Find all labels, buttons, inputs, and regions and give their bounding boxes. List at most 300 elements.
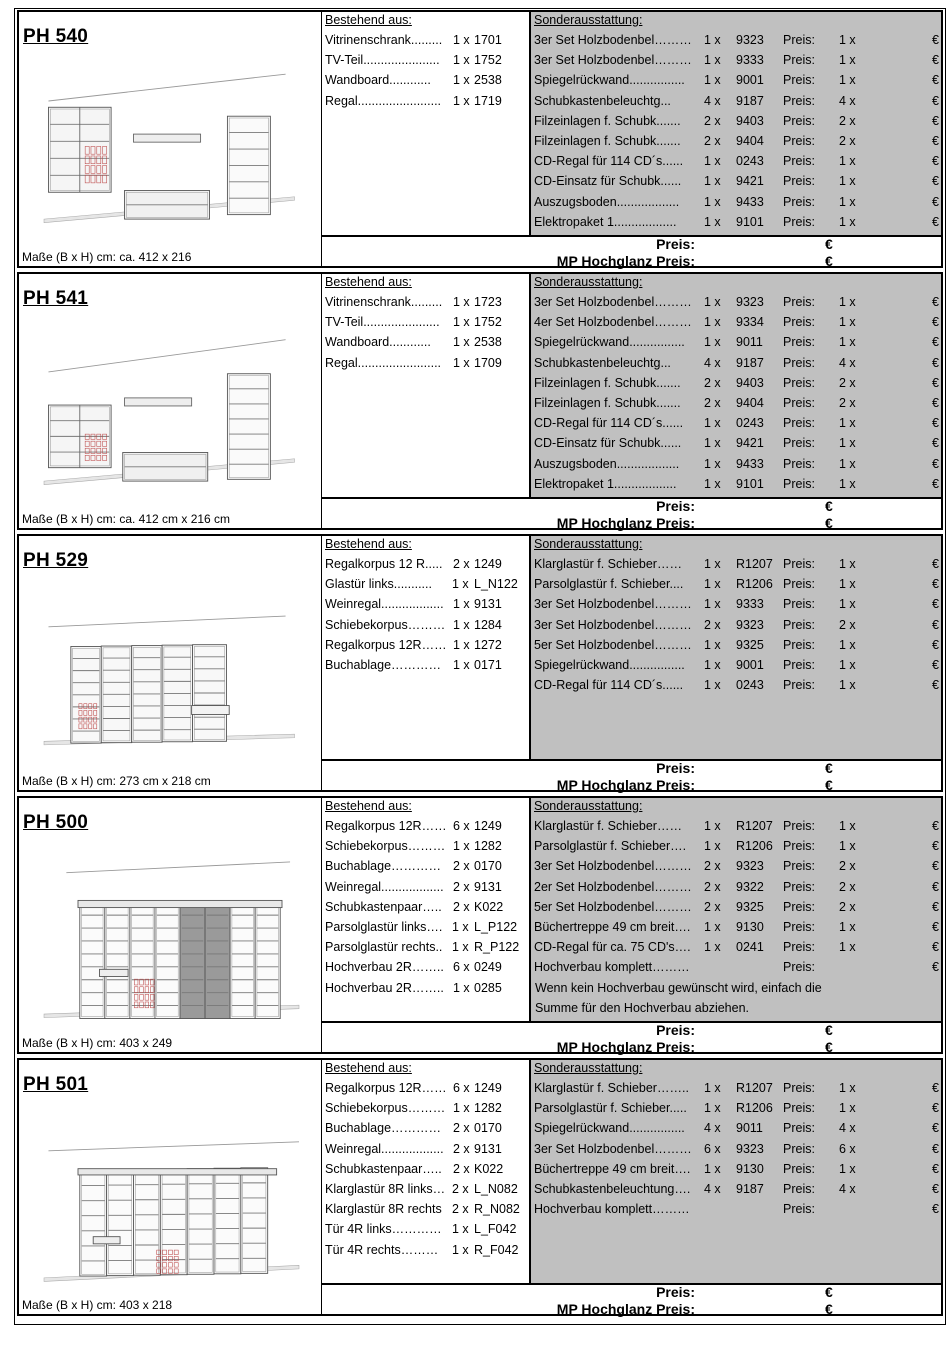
extra-qty: 1 x xyxy=(704,658,721,672)
component-article: K022 xyxy=(474,1161,504,1176)
price-footer xyxy=(322,1021,941,1055)
extra-price-qty: 1 x xyxy=(839,577,856,592)
product-left-panel xyxy=(19,536,322,790)
component-name: Buchablage………… xyxy=(325,1121,442,1136)
extra-name: 3er Set Holzbodenbel……… xyxy=(534,597,692,612)
component-row xyxy=(322,1160,529,1180)
extra-name: 3er Set Holzbodenbel……… xyxy=(534,617,692,632)
component-qty: 1 x xyxy=(453,295,470,309)
extra-row xyxy=(531,595,941,615)
euro-sign: € xyxy=(932,1081,939,1095)
euro-sign: € xyxy=(932,214,939,229)
euro-sign: € xyxy=(932,1161,939,1176)
extra-name: 3er Set Holzbodenbel……… xyxy=(534,1141,692,1156)
extra-qty: 1 x xyxy=(704,1161,721,1176)
extra-price-qty: 4 x xyxy=(839,1182,856,1196)
extra-row xyxy=(531,394,941,414)
extra-article: 9187 xyxy=(736,1182,764,1196)
euro-sign: € xyxy=(932,436,939,451)
product-code: PH 541 xyxy=(23,288,89,309)
euro-sign: € xyxy=(932,899,939,914)
extra-article: 9404 xyxy=(736,396,764,410)
extra-price-label: Preis: xyxy=(783,93,815,108)
component-article: 1701 xyxy=(474,33,502,47)
extra-price-qty: 1 x xyxy=(839,678,856,693)
extra-name: Schubkastenbeleuchtg... xyxy=(534,355,671,370)
extra-row xyxy=(531,898,941,918)
euro-sign: € xyxy=(932,295,939,309)
component-name: Weinregal.................. xyxy=(325,1141,444,1156)
extra-row xyxy=(531,918,941,938)
extra-row xyxy=(531,354,941,374)
extra-article: 9421 xyxy=(736,436,764,451)
euro-sign: € xyxy=(932,1141,939,1156)
extra-name: Klarglastür f. Schieber…… xyxy=(534,557,682,571)
component-name: Regalkorpus 12R…… xyxy=(325,819,447,833)
product-code: PH 501 xyxy=(23,1074,89,1095)
extra-price-qty: 1 x xyxy=(839,295,856,309)
price-label: Preis: xyxy=(656,498,695,514)
extra-name: 5er Set Holzbodenbel……… xyxy=(534,899,692,914)
price-sheet xyxy=(14,8,946,1325)
price-label: Preis: xyxy=(656,760,695,776)
components-column xyxy=(322,536,531,759)
extra-qty: 1 x xyxy=(704,335,721,350)
extra-article: 9334 xyxy=(736,315,764,330)
component-qty: 1 x xyxy=(453,980,470,995)
component-row xyxy=(322,313,529,333)
extra-price-qty: 2 x xyxy=(839,396,856,410)
component-article: 1282 xyxy=(474,1101,502,1116)
extra-name: Elektropaket 1.................. xyxy=(534,214,677,229)
euro-sign: € xyxy=(932,154,939,169)
component-qty: 2 x xyxy=(453,1121,470,1136)
component-qty: 1 x xyxy=(453,73,470,88)
component-name: Schubkastenpaar….. xyxy=(325,1161,442,1176)
extra-row xyxy=(531,313,941,333)
euro-sign: € xyxy=(932,557,939,571)
price-label: Preis: xyxy=(656,236,695,252)
component-name: Vitrinenschrank......... xyxy=(325,33,443,47)
component-article: 9131 xyxy=(474,1141,502,1156)
extra-article: 9011 xyxy=(736,1121,763,1136)
component-qty: 2 x xyxy=(453,1141,470,1156)
extra-name: Hochverbau komplett……… xyxy=(534,1202,690,1217)
component-row xyxy=(322,1140,529,1160)
component-name: Buchablage………… xyxy=(325,859,442,874)
extra-qty: 1 x xyxy=(704,174,721,189)
extra-price-label: Preis: xyxy=(783,597,815,612)
component-row xyxy=(322,616,529,636)
extra-article: 9403 xyxy=(736,113,764,128)
extra-row xyxy=(531,1099,941,1119)
extra-row xyxy=(531,374,941,394)
euro-sign: € xyxy=(932,1182,939,1196)
component-name: Regalkorpus 12R…… xyxy=(325,637,447,652)
euro-sign: € xyxy=(932,194,939,209)
extra-name: 3er Set Holzbodenbel……… xyxy=(534,859,692,874)
extra-qty: 2 x xyxy=(704,899,721,914)
component-article: R_P122 xyxy=(474,940,520,955)
furniture-drawing xyxy=(29,1115,314,1285)
extra-price-label: Preis: xyxy=(783,33,815,47)
extra-qty: 4 x xyxy=(704,1182,721,1196)
extra-name: Elektropaket 1.................. xyxy=(534,476,677,491)
extra-price-qty: 1 x xyxy=(839,476,856,491)
extra-article: 9101 xyxy=(736,214,764,229)
extra-article: 9325 xyxy=(736,899,764,914)
component-row xyxy=(322,1180,529,1200)
extra-price-label: Preis: xyxy=(783,1202,815,1217)
component-article: 1249 xyxy=(474,819,502,833)
extra-name: Spiegelrückwand................ xyxy=(534,658,685,672)
extra-price-label: Preis: xyxy=(783,396,815,410)
extra-qty: 4 x xyxy=(704,93,721,108)
components-column xyxy=(322,798,531,1021)
extra-article: 0241 xyxy=(736,940,764,955)
euro-sign: € xyxy=(932,597,939,612)
component-row xyxy=(322,878,529,898)
component-article: R_N082 xyxy=(474,1202,520,1217)
component-article: 1272 xyxy=(474,637,502,652)
extra-row xyxy=(531,958,941,978)
component-row xyxy=(322,1119,529,1139)
extra-row xyxy=(531,616,941,636)
euro-sign: € xyxy=(932,134,939,148)
extra-price-label: Preis: xyxy=(783,678,815,693)
component-article: 0171 xyxy=(474,658,502,672)
extra-price-qty: 4 x xyxy=(839,1121,856,1136)
component-row xyxy=(322,1099,529,1119)
extra-qty: 2 x xyxy=(704,617,721,632)
extra-name: 5er Set Holzbodenbel……… xyxy=(534,637,692,652)
extra-row xyxy=(531,878,941,898)
extra-price-label: Preis: xyxy=(783,637,815,652)
product-dimensions: Maße (B x H) cm: ca. 412 x 216 xyxy=(22,250,192,264)
extra-article: R1206 xyxy=(736,577,773,592)
extra-price-label: Preis: xyxy=(783,1101,815,1116)
extra-qty: 1 x xyxy=(704,597,721,612)
extra-name: Klarglastür f. Schieber…….. xyxy=(534,1081,689,1095)
price-euro: € xyxy=(825,498,833,514)
price-euro: € xyxy=(825,1284,833,1300)
component-article: L_P122 xyxy=(474,920,518,934)
price-footer xyxy=(322,1283,941,1317)
extra-row xyxy=(531,92,941,112)
extra-price-qty: 1 x xyxy=(839,315,856,330)
component-name: Hochverbau 2R…….. xyxy=(325,960,444,975)
extra-qty: 1 x xyxy=(704,557,721,571)
extra-price-qty: 6 x xyxy=(839,1141,856,1156)
component-article: R_F042 xyxy=(474,1242,519,1257)
extra-article: 9001 xyxy=(736,73,764,88)
extra-row xyxy=(531,112,941,132)
component-qty: 1 x xyxy=(452,1242,469,1257)
extra-price-qty: 1 x xyxy=(839,557,856,571)
extra-row xyxy=(531,1079,941,1099)
extra-price-label: Preis: xyxy=(783,154,815,169)
product-dimensions: Maße (B x H) cm: ca. 412 cm x 216 cm xyxy=(22,512,231,526)
component-name: Glastür links........... xyxy=(325,577,432,592)
furniture-drawing xyxy=(29,67,314,237)
product-code: PH 540 xyxy=(23,26,89,47)
hochverbau-note: Summe für den Hochverbau abziehen. xyxy=(535,1000,750,1015)
extra-price-label: Preis: xyxy=(783,416,815,431)
component-article: L_N082 xyxy=(474,1182,518,1196)
mp-price-euro: € xyxy=(825,777,833,793)
extra-price-label: Preis: xyxy=(783,335,815,350)
component-row xyxy=(322,71,529,91)
extra-article: R1207 xyxy=(736,1081,773,1095)
components-header: Bestehend aus: xyxy=(325,275,412,289)
component-qty: 6 x xyxy=(453,1081,470,1095)
euro-sign: € xyxy=(932,658,939,672)
extra-price-label: Preis: xyxy=(783,859,815,874)
component-qty: 1 x xyxy=(453,597,470,612)
extra-row xyxy=(531,414,941,434)
euro-sign: € xyxy=(932,577,939,592)
extra-name: Klarglastür f. Schieber…… xyxy=(534,819,682,833)
component-row xyxy=(322,636,529,656)
extra-row xyxy=(531,31,941,51)
component-name: Schiebekorpus……… xyxy=(325,839,446,854)
extra-name: Parsolglastür f. Schieber.... xyxy=(534,577,684,592)
component-qty: 1 x xyxy=(452,1222,469,1237)
component-qty: 1 x xyxy=(453,839,470,854)
extra-price-label: Preis: xyxy=(783,940,815,955)
product-code: PH 529 xyxy=(23,550,89,571)
component-qty: 1 x xyxy=(453,355,470,370)
component-article: 1284 xyxy=(474,617,502,632)
extra-price-qty: 2 x xyxy=(839,113,856,128)
euro-sign: € xyxy=(932,920,939,934)
euro-sign: € xyxy=(932,859,939,874)
extra-article: R1207 xyxy=(736,557,773,571)
price-euro: € xyxy=(825,236,833,252)
extra-row xyxy=(531,333,941,353)
extra-name: 4er Set Holzbodenbel……… xyxy=(534,315,692,330)
extras-header: Sonderausstattung: xyxy=(534,13,643,27)
component-qty: 1 x xyxy=(453,1101,470,1116)
euro-sign: € xyxy=(932,476,939,491)
extra-article: 9130 xyxy=(736,1161,764,1176)
component-qty: 1 x xyxy=(452,920,469,934)
extra-article: 9323 xyxy=(736,295,764,309)
component-name: Regal........................ xyxy=(325,93,442,108)
extra-row xyxy=(531,213,941,233)
extra-row xyxy=(531,51,941,71)
product-dimensions: Maße (B x H) cm: 403 x 249 xyxy=(22,1036,173,1050)
extra-qty: 2 x xyxy=(704,375,721,390)
extras-header: Sonderausstattung: xyxy=(534,799,643,813)
extra-qty: 1 x xyxy=(704,1101,721,1116)
extra-article: 9322 xyxy=(736,879,764,894)
extra-price-label: Preis: xyxy=(783,899,815,914)
component-article: 1282 xyxy=(474,839,502,854)
component-qty: 2 x xyxy=(453,859,470,874)
extra-qty: 6 x xyxy=(704,1141,721,1156)
extra-price-label: Preis: xyxy=(783,577,815,592)
component-row xyxy=(322,938,529,958)
extra-article: 9433 xyxy=(736,456,764,471)
extra-price-qty: 2 x xyxy=(839,899,856,914)
extra-price-label: Preis: xyxy=(783,315,815,330)
euro-sign: € xyxy=(932,416,939,431)
extra-row xyxy=(531,857,941,877)
extra-article: R1207 xyxy=(736,819,773,833)
mp-price-euro: € xyxy=(825,253,833,269)
extra-price-qty: 4 x xyxy=(839,355,856,370)
extra-price-label: Preis: xyxy=(783,960,815,975)
extra-row xyxy=(531,555,941,575)
component-qty: 2 x xyxy=(453,899,470,914)
component-article: L_N122 xyxy=(474,577,518,592)
extra-price-label: Preis: xyxy=(783,1081,815,1095)
extra-name: Filzeinlagen f. Schubk....... xyxy=(534,134,681,148)
component-article: 1249 xyxy=(474,557,502,571)
extra-row xyxy=(531,132,941,152)
extra-row xyxy=(531,1160,941,1180)
component-name: Schubkastenpaar….. xyxy=(325,899,442,914)
extra-qty: 2 x xyxy=(704,879,721,894)
extras-header: Sonderausstattung: xyxy=(534,537,643,551)
component-row xyxy=(322,1220,529,1240)
euro-sign: € xyxy=(932,53,939,68)
mp-price-label: MP Hochglanz Preis: xyxy=(556,777,695,793)
extra-article: 9323 xyxy=(736,617,764,632)
component-row xyxy=(322,293,529,313)
price-footer xyxy=(322,235,941,269)
extra-qty: 1 x xyxy=(704,214,721,229)
component-qty: 1 x xyxy=(453,93,470,108)
extra-article: 9421 xyxy=(736,174,764,189)
extra-price-label: Preis: xyxy=(783,1182,815,1196)
extra-price-label: Preis: xyxy=(783,295,815,309)
extra-article: 9323 xyxy=(736,33,764,47)
extra-price-qty: 2 x xyxy=(839,134,856,148)
hochverbau-note: Wenn kein Hochverbau gewünscht wird, einfach die xyxy=(535,980,822,995)
extra-qty: 2 x xyxy=(704,113,721,128)
euro-sign: € xyxy=(932,93,939,108)
extra-qty: 2 x xyxy=(704,859,721,874)
extra-price-qty: 1 x xyxy=(839,1101,856,1116)
euro-sign: € xyxy=(932,73,939,88)
component-article: K022 xyxy=(474,899,504,914)
extra-article: 9187 xyxy=(736,355,764,370)
extra-row xyxy=(531,152,941,172)
extra-qty: 1 x xyxy=(704,940,721,955)
extra-name: Spiegelrückwand................ xyxy=(534,73,685,88)
component-qty: 2 x xyxy=(452,1182,469,1196)
extra-row xyxy=(531,938,941,958)
extra-price-label: Preis: xyxy=(783,819,815,833)
component-qty: 6 x xyxy=(453,960,470,975)
extra-price-qty: 1 x xyxy=(839,819,856,833)
component-name: Weinregal.................. xyxy=(325,879,444,894)
extra-price-qty: 2 x xyxy=(839,617,856,632)
extra-article: 0243 xyxy=(736,154,764,169)
component-name: Weinregal.................. xyxy=(325,597,444,612)
component-qty: 1 x xyxy=(453,617,470,632)
mp-price-euro: € xyxy=(825,515,833,531)
mp-price-label: MP Hochglanz Preis: xyxy=(556,515,695,531)
price-euro: € xyxy=(825,760,833,776)
extra-name: 3er Set Holzbodenbel……… xyxy=(534,33,692,47)
component-row xyxy=(322,354,529,374)
component-qty: 1 x xyxy=(453,315,470,330)
extra-price-qty: 1 x xyxy=(839,73,856,88)
component-row xyxy=(322,1079,529,1099)
extra-qty: 1 x xyxy=(704,33,721,47)
extra-row xyxy=(531,575,941,595)
extra-price-label: Preis: xyxy=(783,658,815,672)
extra-price-qty: 1 x xyxy=(839,416,856,431)
extra-article: R1206 xyxy=(736,1101,773,1116)
component-name: Schiebekorpus……… xyxy=(325,1101,446,1116)
extra-price-label: Preis: xyxy=(783,214,815,229)
furniture-drawing xyxy=(29,591,314,761)
extra-qty: 1 x xyxy=(704,436,721,451)
components-header: Bestehend aus: xyxy=(325,537,412,551)
euro-sign: € xyxy=(932,819,939,833)
extra-name: 3er Set Holzbodenbel……… xyxy=(534,295,692,309)
euro-sign: € xyxy=(932,617,939,632)
extra-price-label: Preis: xyxy=(783,557,815,571)
component-row xyxy=(322,1200,529,1220)
extra-qty: 1 x xyxy=(704,839,721,854)
product-dimensions: Maße (B x H) cm: 273 cm x 218 cm xyxy=(22,774,211,788)
extra-price-qty: 1 x xyxy=(839,33,856,47)
euro-sign: € xyxy=(932,33,939,47)
component-name: Klarglastür 8R rechts xyxy=(325,1202,442,1217)
component-name: Schiebekorpus……… xyxy=(325,617,446,632)
euro-sign: € xyxy=(932,396,939,410)
extra-row xyxy=(531,1200,941,1220)
component-article: 1719 xyxy=(474,93,502,108)
extra-price-qty: 1 x xyxy=(839,658,856,672)
extra-name: Hochverbau komplett……… xyxy=(534,960,690,975)
component-qty: 1 x xyxy=(453,53,470,68)
component-article: 1249 xyxy=(474,1081,502,1095)
extra-name: Auszugsboden.................. xyxy=(534,456,680,471)
product-left-panel xyxy=(19,274,322,528)
extra-article: 9333 xyxy=(736,53,764,68)
component-name: Klarglastür 8R links… xyxy=(325,1182,446,1196)
extra-price-label: Preis: xyxy=(783,839,815,854)
extra-name: CD-Regal für 114 CD´s...... xyxy=(534,678,684,693)
furniture-drawing xyxy=(29,329,314,499)
component-row xyxy=(322,333,529,353)
extra-article: 9187 xyxy=(736,93,764,108)
product-block-3 xyxy=(17,796,943,1054)
component-article: 2538 xyxy=(474,335,502,350)
extra-row xyxy=(531,455,941,475)
component-row xyxy=(322,595,529,615)
extras-column xyxy=(531,12,941,235)
extra-price-qty: 1 x xyxy=(839,174,856,189)
extra-price-label: Preis: xyxy=(783,174,815,189)
component-qty: 2 x xyxy=(453,557,470,571)
components-header: Bestehend aus: xyxy=(325,13,412,27)
euro-sign: € xyxy=(932,637,939,652)
component-qty: 1 x xyxy=(452,577,469,592)
component-article: 1752 xyxy=(474,315,502,330)
extra-row xyxy=(531,172,941,192)
euro-sign: € xyxy=(932,940,939,955)
extra-row xyxy=(531,817,941,837)
euro-sign: € xyxy=(932,839,939,854)
price-label: Preis: xyxy=(656,1284,695,1300)
